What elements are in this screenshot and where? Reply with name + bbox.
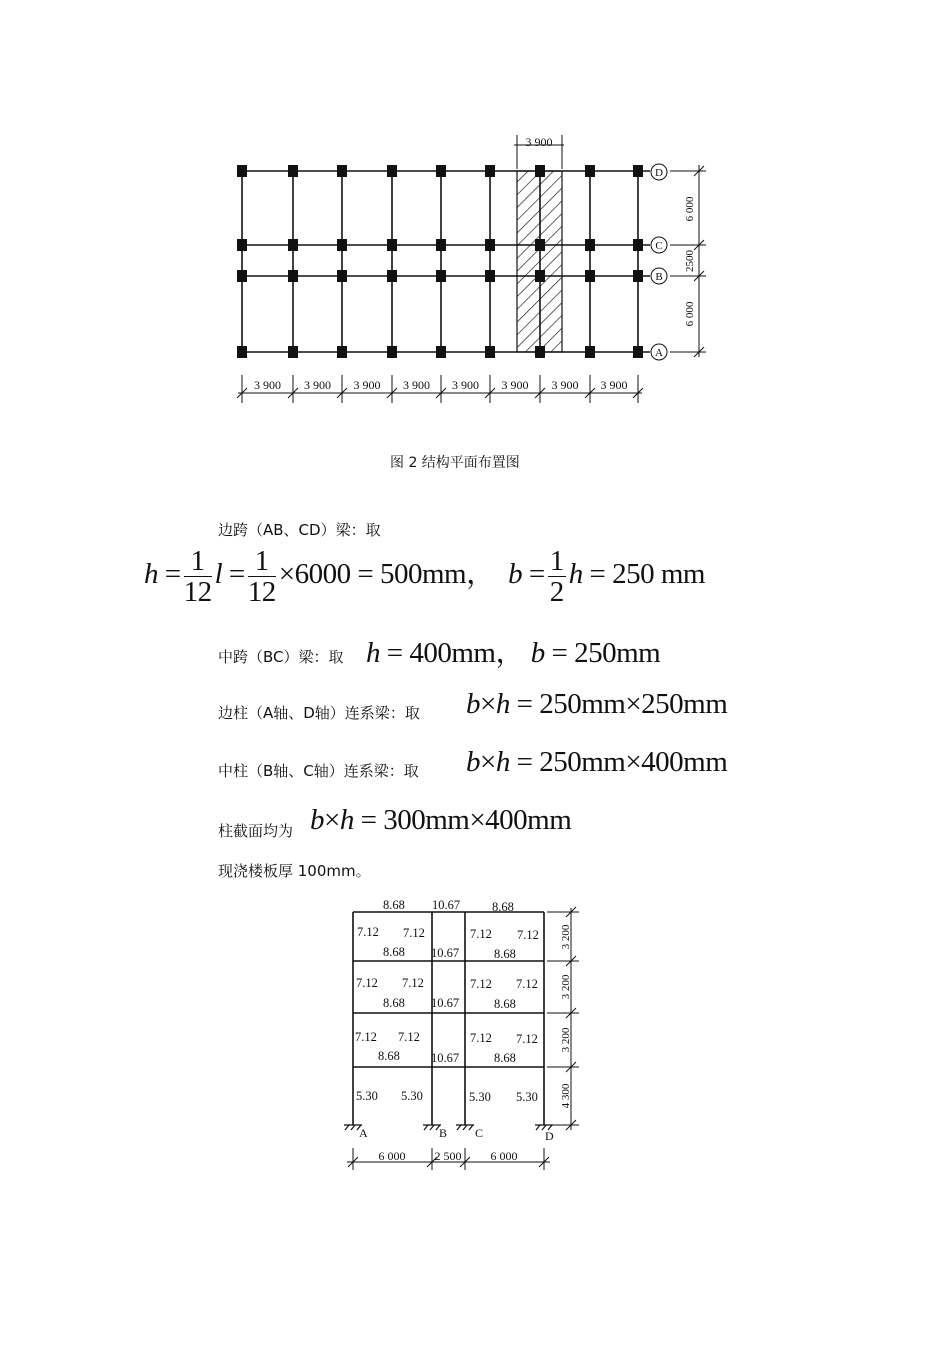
col-label: 7.12 (402, 976, 424, 990)
beam-label: 10.67 (431, 996, 460, 1010)
column-marker (288, 270, 298, 282)
axis-label-D: D (655, 167, 663, 179)
bottom-dimension (237, 375, 643, 403)
col-label: 7.12 (398, 1030, 420, 1044)
column-marker (237, 165, 247, 177)
bay-dim-label: 3 900 (501, 378, 529, 392)
column-marker (535, 239, 545, 251)
col-label: 7.12 (403, 926, 425, 940)
column-marker (436, 346, 446, 358)
text-edge-span-beam: 边跨（AB、CD）梁：取 (218, 521, 381, 539)
text-slab-thickness: 现浇楼板厚 100mm。 (218, 862, 371, 880)
column-marker (633, 270, 643, 282)
story-height-1: 4 300 (560, 1083, 572, 1109)
formula-middle-span: h = 400mm， b = 250mm (366, 637, 661, 669)
frame-elevation-drawing (335, 890, 590, 1175)
bay-dim-label: 3 900 (551, 378, 579, 392)
text-column-section: 柱截面均为 (218, 822, 294, 840)
support-C: C (475, 1126, 484, 1140)
column-marker (436, 270, 446, 282)
column-marker (387, 346, 397, 358)
column-marker (288, 346, 298, 358)
grid-lines-horizontal (242, 171, 650, 352)
column-marker (436, 165, 446, 177)
axis-label-C: C (655, 240, 663, 252)
formula-column-section: b×h = 300mm×400mm (310, 804, 572, 836)
frac1-den: 12 (183, 576, 212, 608)
figure-caption: 图 2 结构平面布置图 (390, 455, 520, 471)
frac1-num: 1 (184, 546, 212, 577)
column-marker (288, 165, 298, 177)
span-AB: 6 000 (378, 1149, 406, 1163)
right-dim-2: 2500 (684, 250, 696, 272)
support-A: A (359, 1126, 368, 1140)
column-marker (387, 239, 397, 251)
beam-label: 8.68 (378, 1049, 400, 1063)
column-marker (585, 239, 595, 251)
formula-middle-b: = 250mm (551, 637, 661, 669)
bay-dim-label: 3 900 (600, 378, 628, 392)
beam-label: 8.68 (383, 996, 405, 1010)
fixed-supports (344, 1125, 553, 1130)
column-marker (485, 165, 495, 177)
column-marker (436, 239, 446, 251)
col-label: 7.12 (470, 1031, 492, 1045)
column-marker (387, 165, 397, 177)
story-height-2: 3 200 (560, 1027, 572, 1053)
formula-edge-tie-value: = 250mm×250mm (516, 688, 728, 720)
bay-dim-label: 3 900 (452, 378, 479, 392)
story-height-3: 3 200 (560, 974, 572, 1000)
column-marker (535, 346, 545, 358)
span-CD: 6 000 (490, 1149, 518, 1163)
text-middle-span-beam: 中跨（BC）梁：取 (218, 648, 344, 666)
column-marker (535, 270, 545, 282)
frac3-num: 1 (549, 545, 564, 577)
col-label: 7.12 (357, 925, 379, 939)
column-marker (585, 165, 595, 177)
col-label: 7.12 (356, 976, 378, 990)
bay-dim-label: 3 900 (353, 378, 381, 392)
story-height-4: 3 200 (560, 924, 572, 950)
beam-label: 8.68 (494, 947, 516, 961)
column-marker (485, 346, 495, 358)
formula-edge-span: h = $\frac{1}{12}$ l = $\frac{1}{12}$ ×6000 = 500mm， b = $\frac{1}{2}$ h = 250 mm (144, 545, 705, 608)
column-marker (237, 346, 247, 358)
formula-column-value: = 300mm×400mm (360, 804, 572, 836)
column-marker (633, 346, 643, 358)
column-marker (387, 270, 397, 282)
support-B: B (439, 1126, 448, 1140)
beam-label: 10.67 (431, 1051, 460, 1065)
col-label: 7.12 (470, 927, 492, 941)
formula-middle-tie-value: = 250mm×400mm (516, 746, 728, 778)
column-marker (337, 239, 347, 251)
frac3-den: 2 (549, 576, 564, 608)
formula-rest-2: = 250 mm (589, 558, 705, 591)
structural-plan-drawing (230, 125, 710, 410)
column-marker (288, 239, 298, 251)
text-edge-column-tie-beam: 边柱（A轴、D轴）连系梁：取 (218, 704, 420, 722)
col-label: 7.12 (355, 1030, 377, 1044)
column-markers (237, 165, 643, 358)
support-D: D (545, 1129, 554, 1143)
col-label: 7.12 (516, 977, 538, 991)
column-marker (485, 239, 495, 251)
stiffness-labels (355, 898, 539, 1104)
axis-bubbles (638, 164, 667, 360)
beam-label: 8.68 (383, 945, 405, 959)
ground-col-label: 5.30 (401, 1089, 423, 1103)
axis-label-A: A (655, 347, 663, 359)
beam-label: 10.67 (431, 946, 460, 960)
roof-beam-left: 8.68 (383, 898, 405, 912)
column-marker (237, 239, 247, 251)
col-label: 7.12 (470, 977, 492, 991)
ground-col-label: 5.30 (469, 1090, 491, 1104)
beam-label: 8.68 (494, 1051, 516, 1065)
frac2-num: 1 (248, 546, 276, 577)
formula-middle-tie-beam: b×h = 250mm×400mm (466, 746, 728, 778)
roof-beam-mid: 10.67 (432, 898, 461, 912)
text-middle-column-tie-beam: 中柱（B轴、C轴）连系梁：取 (218, 762, 419, 780)
column-marker (337, 165, 347, 177)
column-marker (237, 270, 247, 282)
column-marker (585, 270, 595, 282)
bay-dim-label: 3 900 (304, 378, 331, 392)
top-dim-label: 3 900 (525, 135, 553, 149)
formula-edge-tie-beam: b×h = 250mm×250mm (466, 688, 728, 720)
formula-rest-1: ×6000 = 500mm， (278, 558, 495, 591)
frac2-den: 12 (247, 576, 276, 608)
column-marker (633, 239, 643, 251)
grid-lines-vertical (242, 171, 638, 352)
axis-label-B: B (655, 271, 663, 283)
right-dim-1: 6 000 (684, 196, 696, 222)
column-marker (337, 270, 347, 282)
bay-dim-label: 3 900 (403, 378, 430, 392)
span-BC: 2 500 (434, 1149, 462, 1163)
column-marker (535, 165, 545, 177)
column-marker (485, 270, 495, 282)
ground-col-label: 5.30 (356, 1089, 378, 1103)
column-marker (585, 346, 595, 358)
roof-beam-right: 8.68 (492, 900, 514, 914)
column-marker (337, 346, 347, 358)
col-label: 7.12 (517, 928, 539, 942)
formula-middle-h: = 400mm， (386, 637, 524, 669)
ground-col-label: 5.30 (516, 1090, 538, 1104)
bay-dim-label: 3 900 (254, 378, 281, 392)
beam-label: 8.68 (494, 997, 516, 1011)
right-dim-3: 6 000 (684, 301, 696, 327)
col-label: 7.12 (516, 1032, 538, 1046)
